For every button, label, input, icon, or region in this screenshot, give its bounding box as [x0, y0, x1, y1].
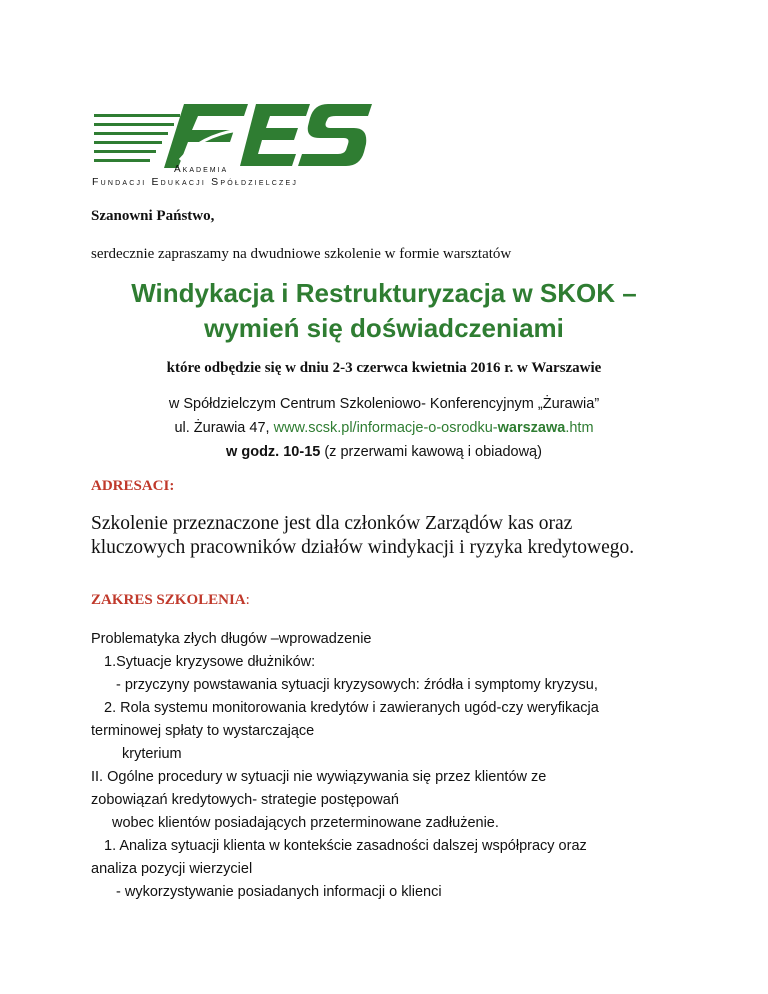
- zakres-heading-colon: :: [245, 592, 250, 608]
- zakres-line: Problematyka złych długów –wprowadzenie: [91, 631, 372, 647]
- adresaci-heading: ADRESACI:: [91, 478, 175, 494]
- zakres-line: terminowej spłaty to wystarczające: [91, 723, 315, 739]
- zakres-heading-text: ZAKRES SZKOLENIA: [91, 592, 246, 608]
- date-line: które odbędzie się w dniu 2-3 czerwca kwietnia 2016 r. w Warszawie: [166, 360, 602, 376]
- zakres-line: 1. Analiza sytuacji klienta w kontekście zasadności dalszej współpracy oraz: [104, 838, 587, 854]
- training-title-line1: Windykacja i Restrukturyzacja w SKOK –: [131, 278, 637, 308]
- hours-line: [0, 444, 768, 460]
- adresaci-text-line2: kluczowych pracowników działów windykacji i ryzyka kredytowego.: [91, 537, 635, 558]
- venue-link[interactable]: [274, 420, 594, 436]
- hours-rest: (z przerwami kawową i obiadową): [320, 444, 542, 460]
- logo-subtitle-line1: Akademia: [174, 164, 229, 175]
- fes-logo: [88, 96, 388, 192]
- address-prefix: ul. Żurawia 47,: [174, 420, 274, 436]
- adresaci-text-line1: Szkolenie przeznaczone jest dla członków Zarządów kas oraz: [91, 513, 573, 534]
- venue-line: w Spółdzielczym Centrum Szkoleniowo- Konferencyjnym „Żurawia”: [168, 396, 600, 412]
- zakres-line: analiza pozycji wierzyciel: [91, 861, 253, 877]
- zakres-line: - przyczyny powstawania sytuacji kryzysowych: źródła i symptomy kryzysu,: [116, 677, 598, 693]
- zakres-line: 1.Sytuacje kryzysowe dłużników:: [104, 654, 316, 670]
- venue-link-part2: .htm: [565, 420, 594, 436]
- zakres-line: II. Ogólne procedury w sytuacji nie wywiązywania się przez klientów ze: [91, 769, 547, 785]
- venue-link-part1: www.scsk.pl/informacje-o-osrodku-: [273, 420, 498, 436]
- zakres-heading: [91, 592, 250, 609]
- zakres-line: zobowiązań kredytowych- strategie postępowań: [91, 792, 399, 808]
- hours-bold: w godz. 10-15: [226, 444, 321, 460]
- zakres-line: wobec klientów posiadających przeterminowane zadłużenie.: [112, 815, 499, 831]
- zakres-line: 2. Rola systemu monitorowania kredytów i zawieranych ugód-czy weryfikacja: [104, 700, 599, 716]
- address-line: [0, 420, 768, 436]
- greeting: Szanowni Państwo,: [91, 208, 215, 224]
- logo-subtitle-line2: Fundacji Edukacji Spółdzielczej: [92, 176, 299, 188]
- zakres-line: - wykorzystywanie posiadanych informacji o klienci: [116, 884, 442, 900]
- venue-link-bold: warszawa: [497, 420, 566, 436]
- zakres-line: kryterium: [122, 746, 182, 762]
- training-title-line2: wymień się doświadczeniami: [204, 313, 564, 343]
- invitation-text: serdecznie zapraszamy na dwudniowe szkolenie w formie warsztatów: [91, 246, 512, 262]
